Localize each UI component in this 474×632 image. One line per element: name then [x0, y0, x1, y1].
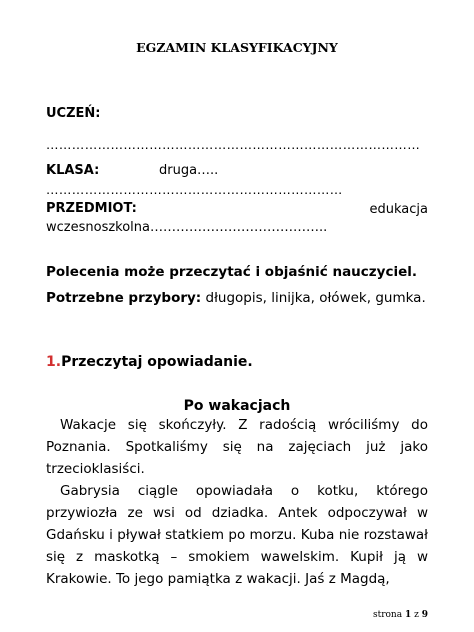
page-footer — [373, 610, 428, 620]
story-paragraph-1: Wakacje się skończyły. Z radością wróciliśmy do Poznania. Spotkaliśmy się na zajęciach już jako trzecioklasiści. — [46, 417, 428, 477]
supplies-label: Potrzebne przybory: — [46, 290, 202, 306]
subject-value-line2: wczesnoszkolna………………………………….. — [46, 220, 328, 235]
student-dots: …………………………………………………………………………… — [46, 137, 421, 152]
subject-value-line1: edukacja — [369, 202, 428, 217]
footer-total-pages: 9 — [421, 610, 428, 620]
supplies-line — [46, 290, 426, 306]
supplies-value: długopis, linijka, ołówek, gumka. — [201, 290, 426, 306]
class-dots: …………………………………………………………… — [46, 182, 343, 197]
footer-prefix: strona — [372, 610, 403, 620]
task-number: 1. — [46, 354, 62, 370]
instructions-note: Polecenia może przeczytać i objaśnić nauczyciel. — [46, 264, 417, 280]
task-heading — [46, 354, 253, 370]
footer-separator: z — [414, 610, 419, 620]
task-text: Przeczytaj opowiadanie. — [61, 354, 253, 370]
class-label: KLASA: — [46, 163, 100, 178]
footer-page-number: 1 — [404, 610, 412, 620]
story-paragraph-2: Gabrysia ciągle opowiadała o kotku, którego przywiozła ze wsi od dziadka. Antek odpoczywał w Gdańsku i pływał statkiem po morzu. Kuba nie rozstawał się z maskotką – smokiem wawelskim. Kupił ją w Krakowie. To jego pamiątka z wakacji. Jaś z Magdą, — [46, 483, 428, 587]
student-label: UCZEŃ: — [46, 106, 101, 121]
story-title: Po wakacjach — [183, 398, 291, 414]
class-value: druga….. — [159, 163, 219, 178]
subject-label: PRZEDMIOT: — [46, 201, 137, 216]
exam-title: EGZAMIN KLASYFIKACYJNY — [136, 40, 338, 55]
